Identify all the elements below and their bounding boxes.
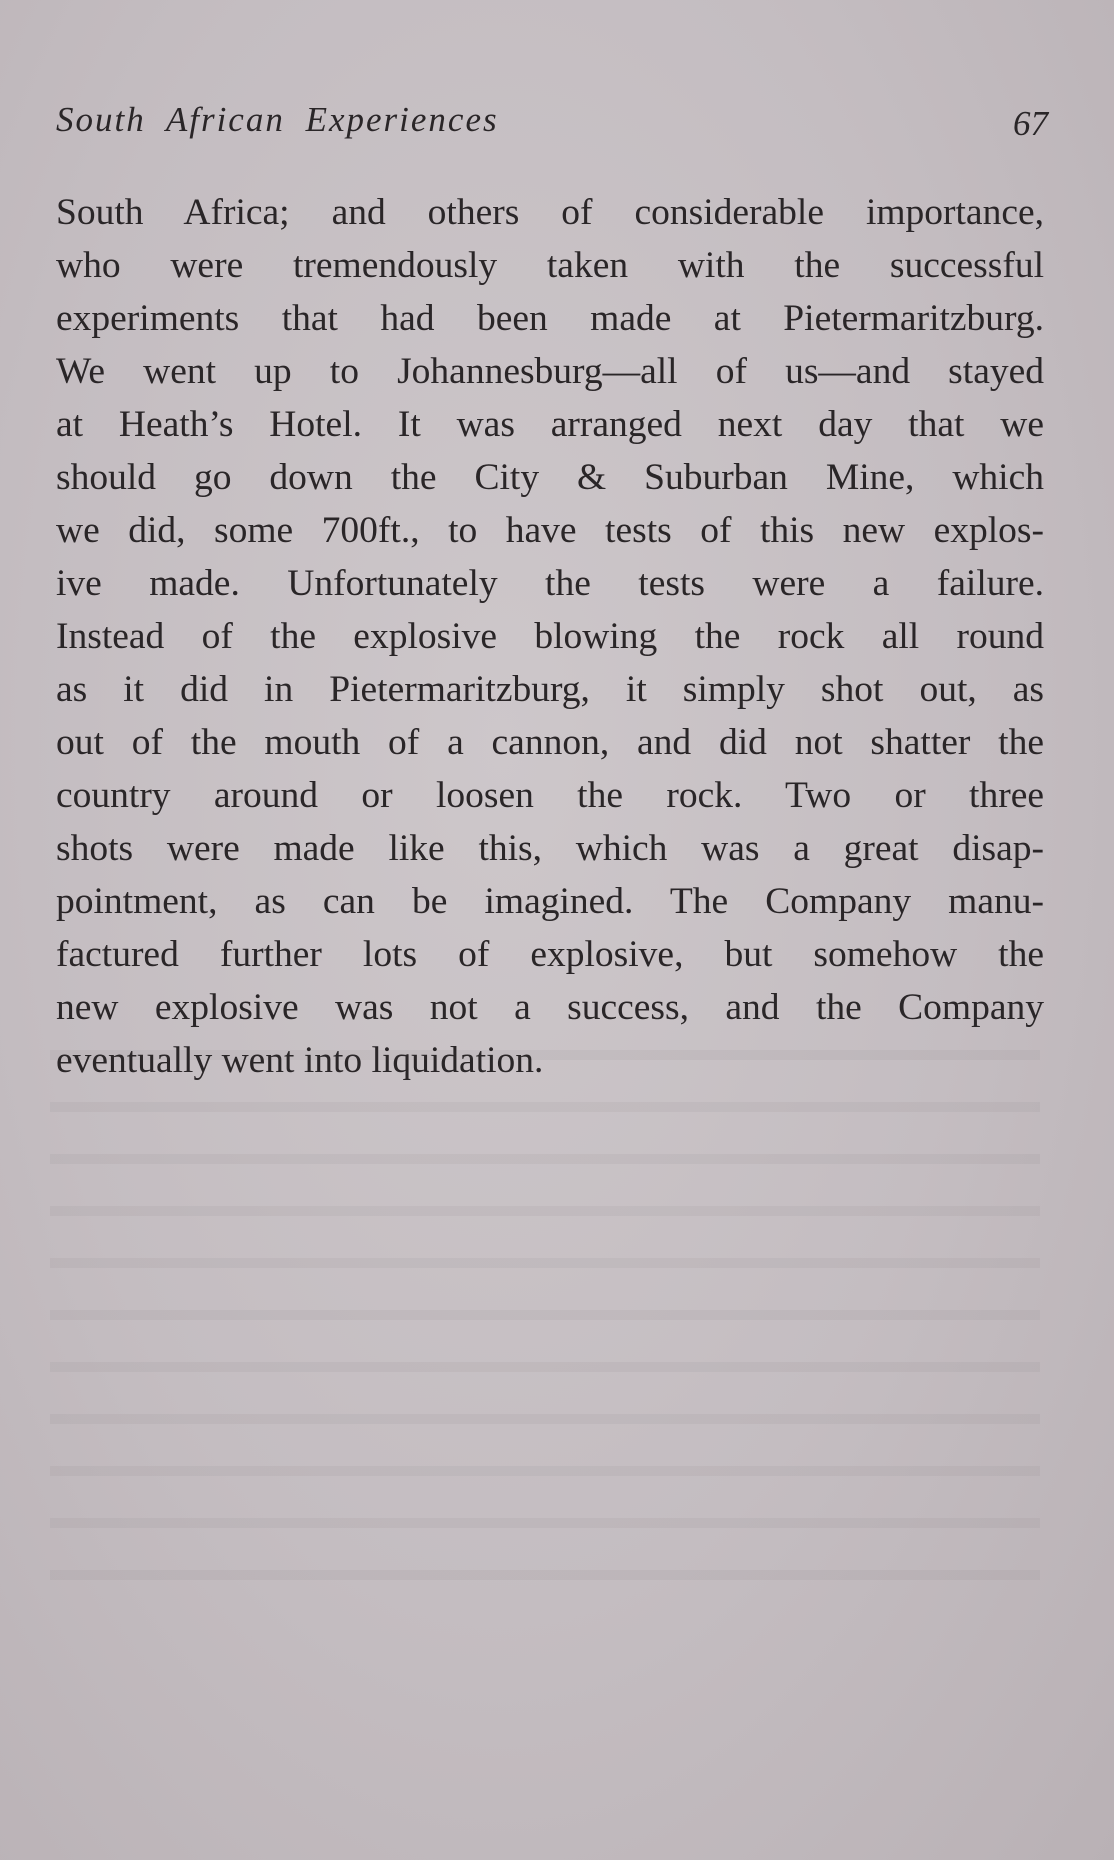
text-line: country around or loosen the rock. Two or three [56,775,1044,816]
body-text [56,186,1044,1087]
text-line: who were tremendously taken with the successful [56,245,1044,286]
text-line: out of the mouth of a cannon, and did not shatter the [56,722,1044,763]
text-line: ive made. Unfortunately the tests were a failure. [56,563,1044,604]
text-line: experiments that had been made at Pietermaritzburg. [56,298,1044,339]
text-line: Instead of the explosive blowing the rock all round [56,616,1044,657]
text-line-last: eventually went into liquidation. [56,1040,544,1081]
text-line: as it did in Pietermaritzburg, it simply shot out, as [56,669,1044,710]
text-line: we did, some 700ft., to have tests of this new explos- [56,510,1044,551]
text-line: should go down the City & Suburban Mine, which [56,457,1044,498]
text-line: shots were made like this, which was a great disap- [56,828,1044,869]
text-line: We went up to Johannesburg—all of us—and stayed [56,351,1044,392]
page-number: 67 [1013,104,1048,143]
running-head [56,100,1048,150]
text-line: pointment, as can be imagined. The Company manu- [56,881,1044,922]
running-title: South African Experiences [56,100,499,139]
text-line: factured further lots of explosive, but somehow the [56,934,1044,975]
show-through-texture [50,1020,1040,1580]
text-line: at Heath’s Hotel. It was arranged next day that we [56,404,1044,445]
text-line: South Africa; and others of considerable importance, [56,192,1044,233]
text-line: new explosive was not a success, and the Company [56,987,1044,1028]
